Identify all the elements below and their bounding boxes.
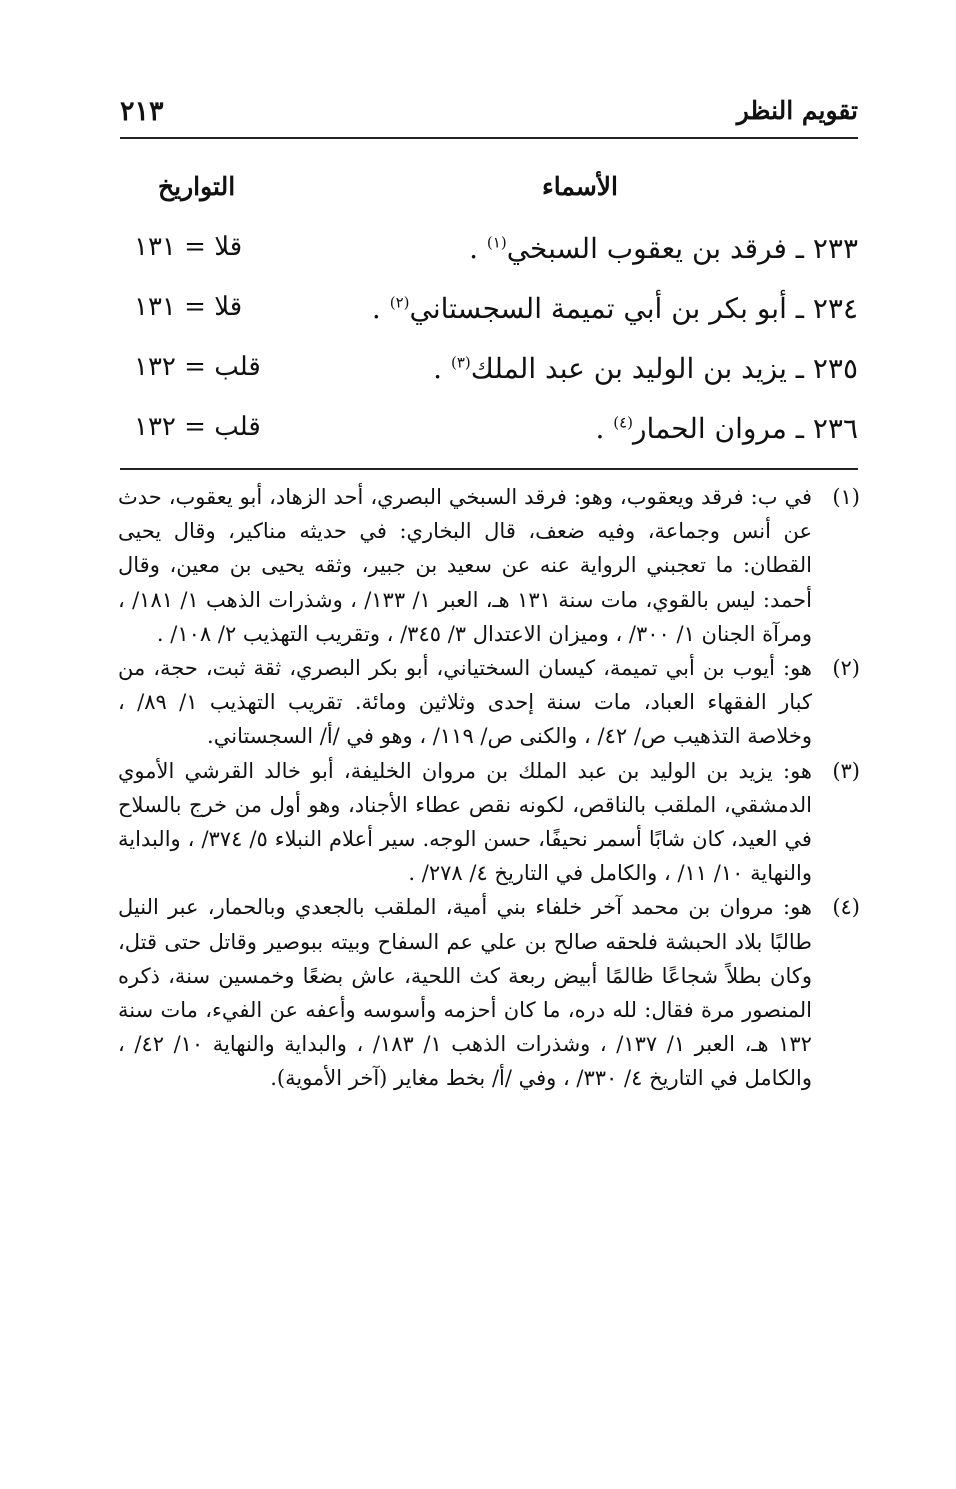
entry-name: ٢٣٣ ـ فرقد بن يعقوب السبخي$^{(١)}$ . bbox=[469, 232, 858, 265]
footnotes bbox=[118, 480, 860, 1096]
footnote-marker: (٢) bbox=[832, 656, 860, 681]
list-item bbox=[120, 404, 858, 464]
footnote-text: هو: مروان بن محمد آخر خلفاء بني أمية، الملقب بالجعدي وبالحمار، عبر النيل طالبًا بلاد الحبشة فلحقه صالح بن علي عم السفاح وبيته ببوصير وقاتل حتى قتل، وكان بطلاً شجاعًا ظالمًا أبيض ربعة كث اللحية، عاش بضعًا وخمسين سنة، ذكره المنصور مرة فقال: لله دره، ما كان أحزمه وأسوسه وأعفه عن الفيء، مات سنة ١٣٢ هـ، العبر ١/ ١٣٧/ ، وشذرات الذهب ١/ ١٨٣/ ، والبداية والنهاية ١٠/ ٤٢/ ، والكامل في التاريخ ٤/ ٣٣٠/ ، وفي /أ/ بخط مغاير (آخر الأموية). bbox=[118, 895, 812, 1091]
footnote-1 bbox=[118, 480, 860, 651]
footnote-marker: (٤) bbox=[832, 895, 860, 920]
footnote-marker: (٣) bbox=[832, 758, 860, 783]
running-title: تقويم النظر bbox=[736, 96, 858, 125]
page-header bbox=[120, 96, 858, 136]
footnote-4 bbox=[118, 890, 860, 1095]
list-item bbox=[120, 344, 858, 404]
names-heading: الأسماء bbox=[542, 172, 618, 201]
footnote-ref: (٤) bbox=[613, 413, 634, 432]
footnote-ref: (٣) bbox=[450, 353, 471, 372]
dates-heading: التواريخ bbox=[158, 172, 236, 201]
footnote-marker: (١) bbox=[832, 485, 860, 509]
entry-name: ٢٣٥ ـ يزيد بن الوليد بن عبد الملك$^{(٣)}$ . bbox=[433, 352, 858, 385]
column-headings bbox=[120, 172, 858, 212]
entry-date: قلا = ١٣١ bbox=[134, 232, 243, 262]
footnote-3 bbox=[118, 754, 860, 891]
header-rule bbox=[120, 137, 858, 139]
page-number: ٢١٣ bbox=[120, 96, 164, 127]
footnote-text: هو: أيوب بن أبي تميمة، كيسان السختياني، أبو بكر البصري، ثقة ثبت، حجة، من كبار الفقهاء العباد، مات سنة إحدى وثلاثين ومائة. تقريب التهذيب ١/ ٨٩/ ، وخلاصة التذهيب ص/ ٤٢/ ، والكنى ص/ ١١٩/ ، وهو في /أ/ السجستاني. bbox=[118, 656, 812, 749]
footnote-rule bbox=[120, 468, 858, 470]
list-item bbox=[120, 224, 858, 284]
footnote-text: في ب: فرقد ويعقوب، وهو: فرقد السبخي البصري، أحد الزهاد، أبو يعقوب، حدث عن أنس وجماعة، وفيه ضعف، قال البخاري: في حديثه مناكير، وقال يحيى القطان: ما تعجبني الرواية عنه عن سعيد بن جبير، وثقه يحيى بن معين، وقال أحمد: ليس بالقوي، مات سنة ١٣١ هـ، العبر ١/ ١٣٣/ ، وشذرات الذهب ١/ ١٨١/ ، ومرآة الجنان ١/ ٣٠٠/ ، وميزان الاعتدال ٣/ ٣٤٥/ ، وتقريب التهذيب ٢/ ١٠٨/ . bbox=[118, 485, 812, 646]
entry-name: ٢٣٤ ـ أبو بكر بن أبي تميمة السجستاني$^{(٢)}$ . bbox=[371, 292, 858, 325]
footnote-ref: (١) bbox=[486, 233, 507, 252]
entry-date: قلب = ١٣٢ bbox=[134, 412, 261, 442]
entry-date: قلب = ١٣٢ bbox=[134, 352, 261, 382]
footnote-ref: (٢) bbox=[389, 293, 410, 312]
footnote-2 bbox=[118, 651, 860, 754]
entries-list bbox=[120, 224, 858, 464]
list-item bbox=[120, 284, 858, 344]
entry-date: قلا = ١٣١ bbox=[134, 292, 243, 322]
footnote-text: هو: يزيد بن الوليد بن عبد الملك بن مروان الخليفة، أبو خالد القرشي الأموي الدمشقي، الملقب بالناقص، لكونه نقص عطاء الأجناد، وهو أول من خرج بالسلاح في العيد، كان شابًا أسمر نحيفًا، حسن الوجه. سير أعلام النبلاء ٥/ ٣٧٤/ ، والبداية والنهاية ١٠/ ١١/ ، والكامل في التاريخ ٤/ ٢٧٨/ . bbox=[118, 758, 812, 886]
entry-name: ٢٣٦ ـ مروان الحمار$^{(٤)}$ . bbox=[595, 412, 858, 445]
